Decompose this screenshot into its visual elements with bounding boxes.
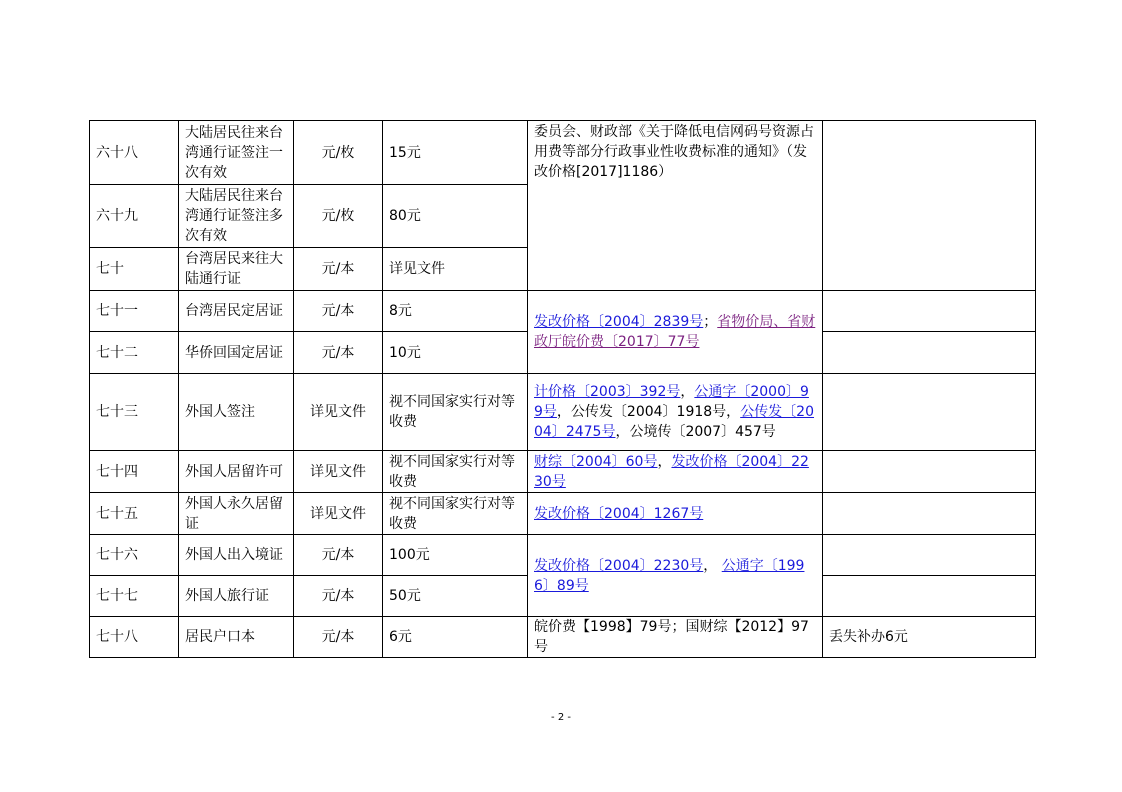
basis-text: ，公传发〔2004〕1918号， — [556, 404, 741, 420]
item-name: 大陆居民往来台湾通行证签注一次有效 — [179, 121, 294, 185]
item-fee: 8元 — [383, 291, 528, 332]
row-number: 七十八 — [90, 617, 179, 658]
row-number: 七十二 — [90, 332, 179, 374]
remark-cell — [823, 121, 1036, 291]
basis-cell — [528, 493, 823, 535]
item-fee: 15元 — [383, 121, 528, 185]
remark-cell — [823, 374, 1036, 451]
remark-cell — [823, 291, 1036, 332]
item-unit: 详见文件 — [294, 493, 383, 535]
table-row — [90, 121, 1036, 185]
basis-link[interactable]: 计价格〔2003〕392号 — [534, 384, 681, 400]
item-name: 居民户口本 — [179, 617, 294, 658]
item-fee: 视不同国家实行对等收费 — [383, 493, 528, 535]
row-number: 六十九 — [90, 185, 179, 248]
item-name: 台湾居民定居证 — [179, 291, 294, 332]
row-number: 六十八 — [90, 121, 179, 185]
basis-link[interactable]: 公通字〔1996〕89号 — [534, 557, 805, 594]
item-name: 外国人签注 — [179, 374, 294, 451]
fee-table — [89, 120, 1036, 658]
basis-link[interactable]: 财综〔2004〕60号 — [534, 453, 658, 470]
item-fee: 视不同国家实行对等收费 — [383, 374, 528, 451]
row-number: 七十四 — [90, 451, 179, 493]
item-unit: 元/本 — [294, 291, 383, 332]
item-fee: 视不同国家实行对等收费 — [383, 451, 528, 493]
basis-cell: 皖价费【1998】79号；国财综【2012】97号 — [528, 617, 823, 658]
item-unit: 元/本 — [294, 332, 383, 374]
item-fee: 80元 — [383, 185, 528, 248]
basis-link[interactable]: 发改价格〔2004〕2230号 — [534, 453, 809, 490]
row-number: 七十三 — [90, 374, 179, 451]
item-fee: 50元 — [383, 576, 528, 617]
row-number: 七十 — [90, 248, 179, 291]
item-name: 外国人永久居留证 — [179, 493, 294, 535]
table-row — [90, 291, 1036, 332]
item-unit: 详见文件 — [294, 451, 383, 493]
item-name: 大陆居民往来台湾通行证签注多次有效 — [179, 185, 294, 248]
table-row — [90, 617, 1036, 658]
row-number: 七十一 — [90, 291, 179, 332]
item-unit: 元/本 — [294, 576, 383, 617]
basis-separator: ， — [680, 384, 695, 400]
basis-cell: 委员会、财政部《关于降低电信网码号资源占用费等部分行政事业性收费标准的通知》（发改价格[2017]1186） — [528, 121, 823, 291]
item-name: 台湾居民来往大陆通行证 — [179, 248, 294, 291]
table-row — [90, 374, 1036, 451]
remark-cell — [823, 451, 1036, 493]
remark-cell — [823, 576, 1036, 617]
item-name: 外国人出入境证 — [179, 535, 294, 576]
basis-cell — [528, 451, 823, 493]
item-name: 外国人旅行证 — [179, 576, 294, 617]
basis-separator: ， — [657, 453, 672, 470]
item-unit: 元/本 — [294, 617, 383, 658]
item-unit: 详见文件 — [294, 374, 383, 451]
basis-separator: ； — [703, 314, 718, 330]
page-number: - 2 - — [551, 712, 571, 723]
item-unit: 元/本 — [294, 535, 383, 576]
basis-link[interactable]: 发改价格〔2004〕2230号 — [534, 557, 704, 574]
basis-cell — [528, 374, 823, 451]
item-unit: 元/枚 — [294, 121, 383, 185]
remark-cell: 丢失补办6元 — [823, 617, 1036, 658]
basis-separator: ， — [703, 557, 722, 574]
basis-text: ，公境传〔2007〕457号 — [615, 424, 776, 440]
item-unit: 元/本 — [294, 248, 383, 291]
item-fee: 详见文件 — [383, 248, 528, 291]
basis-link[interactable]: 公通字〔2000〕99号 — [534, 384, 809, 420]
remark-cell — [823, 535, 1036, 576]
table-row — [90, 535, 1036, 576]
item-fee: 100元 — [383, 535, 528, 576]
remark-cell — [823, 332, 1036, 374]
row-number: 七十五 — [90, 493, 179, 535]
basis-link[interactable]: 省物价局、省财政厅皖价费〔2017〕77号 — [534, 314, 816, 350]
item-fee: 10元 — [383, 332, 528, 374]
row-number: 七十六 — [90, 535, 179, 576]
table-row — [90, 451, 1036, 493]
remark-cell — [823, 493, 1036, 535]
basis-cell — [528, 291, 823, 374]
table-row — [90, 493, 1036, 535]
item-fee: 6元 — [383, 617, 528, 658]
item-name: 外国人居留许可 — [179, 451, 294, 493]
basis-link[interactable]: 发改价格〔2004〕2839号 — [534, 314, 704, 330]
basis-link[interactable]: 发改价格〔2004〕1267号 — [534, 505, 704, 522]
item-name: 华侨回国定居证 — [179, 332, 294, 374]
row-number: 七十七 — [90, 576, 179, 617]
basis-link[interactable]: 公传发〔2004〕2475号 — [534, 404, 815, 440]
basis-cell — [528, 535, 823, 617]
item-unit: 元/枚 — [294, 185, 383, 248]
